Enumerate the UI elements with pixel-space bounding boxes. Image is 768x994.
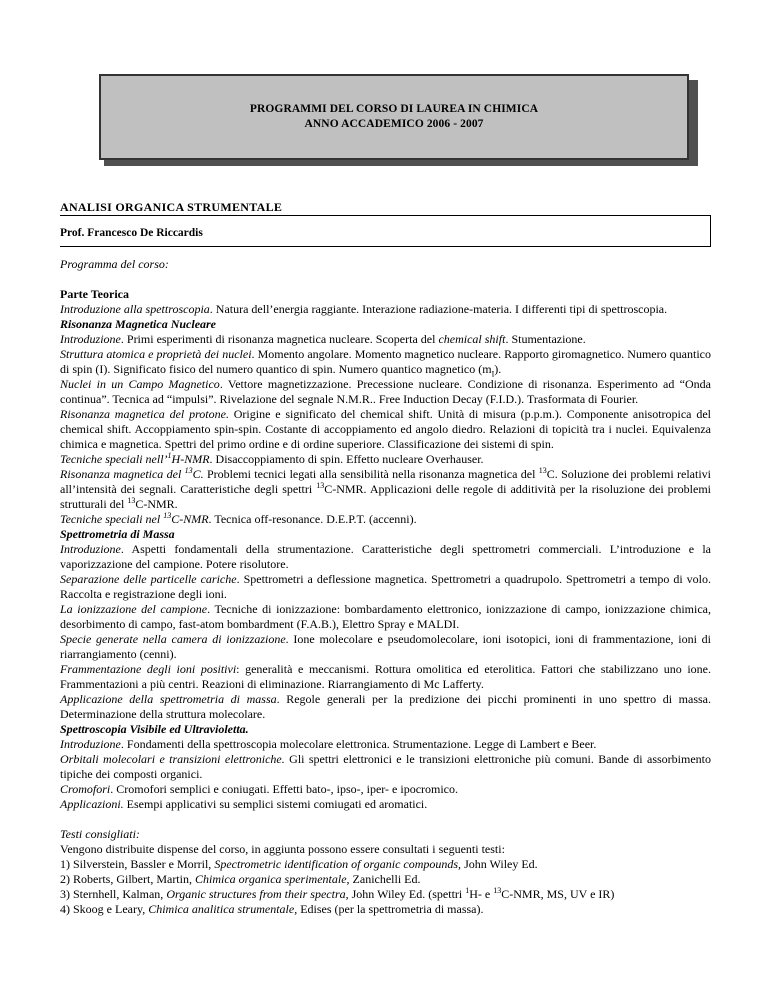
paragraph: Introduzione alla spettroscopia. Natura dell’energia raggiante. Interazione radiazione-materia. I differenti tipi di spettroscopia. <box>60 302 668 316</box>
header-line-2: ANNO ACCADEMICO 2006 - 2007 <box>304 118 484 130</box>
heading-uv: Spettroscopia Visibile ed Ultravioletta. <box>60 722 249 736</box>
paragraph: Separazione delle particelle cariche. Spettrometri a deflessione magnetica. Spettrometri a quadrupolo. Spettrometri a tempo di volo. Raccolta e registrazione degli ioni. <box>60 572 711 601</box>
course-title: ANALISI ORGANICA STRUMENTALE <box>60 200 283 214</box>
heading-nmr: Risonanza Magnetica Nucleare <box>60 317 217 331</box>
paragraph: Orbitali molecolari e transizioni elettroniche. Gli spettri elettronici e le transizioni elettroniche più comuni. Bande di assorbimento tipiche dei composti organici. <box>60 752 711 781</box>
paragraph: Risonanza magnetica del protone. Origine e significato del chemical shift. Unità di misura (p.p.m.). Componente anisotropica del chemical shift. Accoppiamento spin-spin. Costante di accoppiamento ed angolo diedro. Relazioni di topicità tra i nuclei. Equivalenza chimica e magnetica. Spettri del primo ordine e di ordine superiore. Classificazione dei sistemi di spin. <box>60 407 711 451</box>
reference-item: 3) Sternhell, Kalman, Organic structures from their spectra, John Wiley Ed. (spettri $^1$H- e $^{13}$C-NMR, MS, UV e IR) <box>60 886 615 901</box>
references-label: Testi consigliati: <box>60 827 140 841</box>
course-body <box>60 257 711 917</box>
heading-parte-teorica: Parte Teorica <box>60 287 129 301</box>
reference-item: 1) Silverstein, Bassler e Morril, Spectrometric identification of organic compounds, John Wiley Ed. <box>60 857 538 871</box>
reference-item: 4) Skoog e Leary, Chimica analitica strumentale, Edises (per la spettrometria di massa). <box>60 902 484 916</box>
header-banner <box>99 74 689 160</box>
paragraph: Risonanza magnetica del $^{13}$C. Problemi tecnici legati alla sensibilità nella risonanza magnetica del $^{13}$C. Soluzione dei problemi relativi all’intensità dei segnali. Caratteristiche degli spettri $^{13}$C-NMR. Applicazioni delle regole di additività per la risoluzione dei problemi strutturali del $^{13}$C-NMR. <box>60 466 712 511</box>
references-intro: Vengono distribuite dispense del corso, in aggiunta possono essere consultati i seguenti testi: <box>60 842 505 856</box>
paragraph: Introduzione. Aspetti fondamentali della strumentazione. Caratteristiche degli spettrometri commerciali. L’introduzione e la vaporizzazione del campione. Potere risolutore. <box>60 542 711 571</box>
heading-ms: Spettrometria di Massa <box>60 527 175 541</box>
paragraph: Frammentazione degli ioni positivi: generalità e meccanismi. Rottura omolitica ed eterolitica. Fattori che stabilizzano uno ione. Frammentazioni a più centri. Reazioni di eliminazione. Riarrangiamento di Mc Lafferty. <box>60 662 711 691</box>
paragraph: La ionizzazione del campione. Tecniche di ionizzazione: bombardamento elettronico, ionizzazione di campo, ionizzazione chimica, desorbimento di campo, fast-atom bombardment (F.A.B.), Elettro Spray e MALDI. <box>60 602 711 631</box>
paragraph: Cromofori. Cromofori semplici e coniugati. Effetti bato-, ipso-, iper- e ipocromico. <box>60 782 459 796</box>
paragraph: Introduzione. Fondamenti della spettroscopia molecolare elettronica. Strumentazione. Legge di Lambert e Beer. <box>60 737 597 751</box>
paragraph: Tecniche speciali nel $^{13}$C-NMR. Tecnica off-resonance. D.E.P.T. (accenni). <box>60 511 417 526</box>
professor-name: Prof. Francesco De Riccardis <box>60 227 203 239</box>
reference-item: 2) Roberts, Gilbert, Martin, Chimica organica sperimentale, Zanichelli Ed. <box>60 872 421 886</box>
paragraph: Nuclei in un Campo Magnetico. Vettore magnetizzazione. Precessione nucleare. Condizione di risonanza. Esperimento ad “Onda continua”. Tecnica ad “impulsi”. Rivelazione del segnale N.M.R.. Free Induction Decay (F.I.D.). Trasformata di Fourier. <box>60 377 711 406</box>
paragraph: Applicazioni. Esempi applicativi su semplici sistemi comiugati ed aromatici. <box>60 797 428 811</box>
paragraph: Tecniche speciali nell’$^1$H-NMR. Disaccoppiamento di spin. Effetto nucleare Overhauser. <box>60 451 484 466</box>
paragraph: Introduzione. Primi esperimenti di risonanza magnetica nucleare. Scoperta del chemical shift. Stumentazione. <box>60 332 586 346</box>
paragraph: Applicazione della spettrometria di massa. Regole generali per la predizione dei picchi prominenti in uno spettro di massa. Determinazione della struttura molecolare. <box>60 692 711 721</box>
paragraph: Specie generate nella camera di ionizzazione. Ione molecolare e pseudomolecolare, ioni isotopici, ioni di frammentazione, ioni di riarrangiamento (cenni). <box>60 632 712 661</box>
paragraph: Struttura atomica e proprietà dei nuclei. Momento angolare. Momento magnetico nucleare. Rapporto giromagnetico. Numero quantico di spin (I). Significato fisico del numero quantico di spin. Numero quantico magnetico $(m_I)$. <box>60 347 711 379</box>
header-line-1: PROGRAMMI DEL CORSO DI LAUREA IN CHIMICA <box>249 103 539 115</box>
program-label: Programma del corso: <box>60 257 169 271</box>
